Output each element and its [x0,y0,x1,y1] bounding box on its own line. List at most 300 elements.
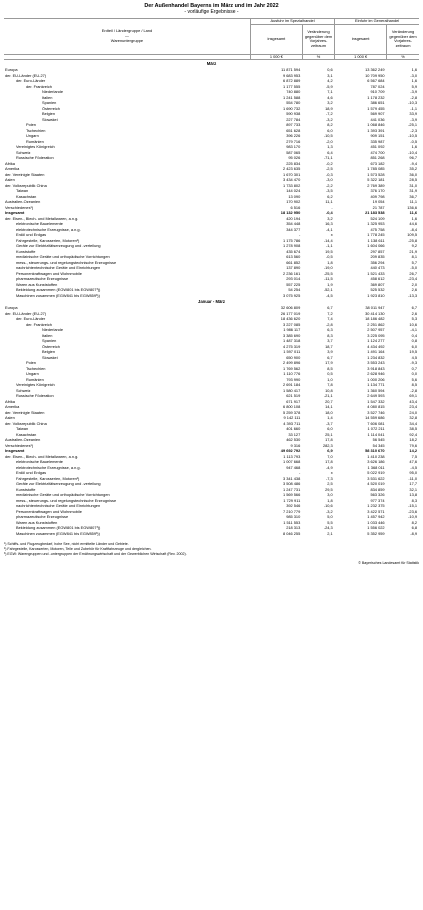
import-value: 474 700 [370,149,385,155]
import-change: 31,9 [409,188,417,194]
export-change: 1,3 [327,144,333,150]
import-value: 5 022 919 [367,470,385,476]
export-value: 985 310 [286,514,301,520]
row-label: Maschinen zusammen (EGW841 bis EGW859³)) [16,292,100,298]
import-change: 136,6 [407,204,417,210]
row-label: pharmazeutische Erzeugnisse [16,514,69,520]
import-value: 376 170 [370,188,385,194]
export-change: 20,7 [325,398,333,404]
import-change: -3,9 [410,89,417,95]
export-change: 8,3 [327,332,333,338]
row-label: der. Volksrepublik China [5,420,47,426]
export-change: 0,5 [327,371,333,377]
export-change: -0,4 [325,210,333,216]
export-value: - [298,232,301,238]
export-value: 590 938 [286,111,301,117]
export-change: 8,2 [327,122,333,128]
import-change: 7,5 [411,453,417,459]
import-value: 335 987 [370,138,385,144]
export-value: 793 990 [286,376,301,382]
export-value: 651 628 [286,127,301,133]
export-change: 17,8 [325,459,333,465]
row-label: der. Euro-Länder [16,316,46,322]
document-title: Der Außenhandel Bayerns im März und im Jahr 2022 [144,3,279,9]
import-value: 1 556 022 [367,525,385,531]
export-value: 227 784 [286,116,301,122]
import-change: 33,9 [409,111,417,117]
export-change: 29,5 [325,486,333,492]
row-label: Erdöl und Erdgas [16,470,47,476]
import-value: 1 134 771 [367,382,385,388]
row-label: Polen [26,122,36,128]
import-value: 1 234 832 [367,354,385,360]
row-label: Kasachstan [16,431,37,437]
import-value: 297 857 [370,248,385,254]
table-body [4,60,419,537]
import-value: 1 579 455 [367,105,385,111]
import-change: 79,6 [409,442,417,448]
export-value: 1 580 417 [282,387,301,393]
import-change: 11,6 [409,210,417,216]
import-change: 5,9 [411,83,417,89]
row-label: elektrotechnische Erzeugnisse, a.n.g. [16,226,81,232]
import-value: 1 068 846 [367,122,385,128]
import-value: 1 410 238 [367,453,385,459]
export-value: 3 508 486 [282,481,301,487]
import-value: 3 527 746 [367,409,385,415]
export-change: 3,9 [327,349,333,355]
label-header-dash: — [125,33,129,38]
table-row [4,531,419,537]
export-change: 2,1 [327,530,333,536]
row-label: der. Vereinigte Staaten [5,409,45,415]
export-value: 983 170 [286,144,301,150]
import-change: 19,5 [409,349,417,355]
row-label: Schweiz [16,149,31,155]
import-total-header: insgesamt [335,24,387,54]
row-label: Österreich [42,343,60,349]
import-change: -10,4 [408,149,417,155]
export-change: 18,9 [325,105,333,111]
export-change: -3,7 [325,420,333,426]
row-label: Italien [42,332,53,338]
import-change: -2,3 [410,127,417,133]
import-value: 1 000 206 [367,376,385,382]
export-value: 587 065 [286,149,301,155]
export-value: 3 434 470 [282,177,301,183]
row-label: Italien [42,94,53,100]
row-label: Afrika [5,398,15,404]
export-change: 8,5 [327,365,333,371]
import-change: 8,3 [411,497,417,503]
import-change: 0,7 [411,365,417,371]
import-change: -2,8 [410,387,417,393]
export-value: 5 259 378 [282,409,301,415]
import-change: 109,5 [407,232,417,238]
import-change: -13,3 [408,292,417,298]
import-value: 787 024 [370,83,385,89]
import-value: 4 080 815 [367,404,385,410]
import-change: 4,5 [411,354,417,360]
export-value: 420 194 [286,215,301,221]
row-label: Australien-Ozeanien [5,199,41,205]
section-title: Januar - März [198,299,225,305]
import-value: 369 807 [370,281,385,287]
import-value: 1 604 066 [367,243,385,249]
export-value: 392 546 [286,503,301,509]
row-label: Amerika [5,166,20,172]
import-value: 21 787 [372,204,385,210]
import-change: 5,7 [411,259,417,265]
export-change: -10,6 [323,503,333,509]
import-change: 14,2 [409,448,417,454]
export-value: 1 175 786 [282,237,301,243]
export-value: 1 569 566 [282,492,301,498]
row-label: der. Vereinigte Staaten [5,171,45,177]
row-label: Asien [5,177,15,183]
footnote-1: ¹) Schiffs- und Flugzeugbedarf, hohe See, nicht ermittelte Länder und Gebiete. [4,542,129,547]
export-value: 8 046 255 [282,530,301,536]
import-change: 10,6 [409,321,417,327]
import-value: 1 393 391 [367,127,385,133]
export-value: 4 393 711 [283,420,301,426]
import-value: 409 798 [370,193,385,199]
export-value: 33 127 [288,431,301,437]
import-change: 0,8 [411,338,417,344]
import-change: 1,6 [411,215,417,221]
export-value: 3 075 925 [282,292,301,298]
export-change: 18,0 [325,409,333,415]
import-value: 1 457 942 [367,514,385,520]
export-value: 13 090 [288,193,301,199]
export-change: -10,5 [323,133,333,139]
import-value: 10 709 950 [365,72,385,78]
import-change: -8,4 [410,226,417,232]
import-change: 5,3 [411,316,417,322]
row-label: Vereinigtes Königreich [16,144,55,150]
export-value: 1 769 562 [282,365,301,371]
import-value: 2 769 389 [367,182,385,188]
row-label: Belgien [42,349,55,355]
export-change: -24,3 [323,525,333,531]
export-value: 4 275 319 [282,343,301,349]
export-value: 462 530 [286,437,301,443]
export-change: -4,1 [325,226,333,232]
export-value: 3 341 438 [282,475,301,481]
import-value: 19 054 [372,199,385,205]
export-value: 897 733 [286,122,301,128]
import-group-header: Einfuhr im Generalhandel [335,19,419,25]
export-value: 6 800 108 [282,404,301,410]
import-value: 1 785 085 [367,166,385,172]
import-change-header: Veränderung gegenüber dem Vorjahres- zeitraum [387,24,419,54]
import-value: 4 520 019 [367,481,385,487]
section-title: März [206,61,217,67]
export-change: -3,2 [325,508,333,514]
import-value: 3 225 095 [367,332,385,338]
row-label: Geräte zur Elektrizitätserzeugung und -verteilung [16,243,101,249]
import-value: 54 345 [372,442,385,448]
import-change: 6,8 [411,525,417,531]
import-value: 13 362 249 [365,67,385,73]
export-change: 3,2 [327,215,333,221]
import-change: -9,4 [410,160,417,166]
document-subtitle: - vorläufige Ergebnisse - [184,9,239,15]
export-change: 6,7 [327,305,333,311]
import-value: 58 310 670 [365,448,385,454]
row-label: Fahrgestelle, Karosserien, Motoren²) [16,475,80,481]
import-value: 3 626 186 [367,459,385,465]
export-change: x [330,470,333,476]
export-change: -3,5 [325,188,333,194]
export-change: -4,5 [325,292,333,298]
row-label: Ungarn [26,133,39,139]
export-value: 49 692 792 [280,448,301,454]
export-value: 1 986 117 [283,327,301,333]
export-change: -1,1 [325,243,333,249]
export-value: 344 377 [286,226,301,232]
row-label: elektrotechnische Erzeugnisse, a.n.g. [16,464,81,470]
import-value: 2 507 957 [367,327,385,333]
export-value: 1 487 318 [282,338,301,344]
row-label: Erdöl und Erdgas [16,232,47,238]
import-value: 209 835 [370,254,385,260]
import-change: 47,6 [409,459,417,465]
import-change: 44,6 [409,221,417,227]
export-value: 225 834 [286,160,301,166]
row-label: pharmazeutische Erzeugnisse [16,276,69,282]
export-value: 3 227 085 [282,321,301,327]
import-change: 36,7 [409,193,417,199]
section-heading-row [4,60,419,68]
import-value: 7 606 081 [367,420,385,426]
import-value: 356 294 [370,259,385,265]
import-value: 56 545 [372,437,385,443]
import-value: 21 183 538 [365,210,385,216]
import-change: 2,6 [411,310,417,316]
export-value: 740 880 [286,89,301,95]
export-change: 1,4 [327,415,333,421]
export-value: 18 436 620 [280,316,301,322]
export-change: 6,9 [327,448,333,454]
import-change: 24,0 [409,409,417,415]
export-change: -71,1 [323,155,333,161]
row-label: Asien [5,415,15,421]
export-change: -0,2 [325,160,333,166]
export-change: 1,8 [327,259,333,265]
row-label: Taiwan [16,188,29,194]
row-label: elektronische Bauelemente [16,221,63,227]
export-value: 947 468 [286,464,301,470]
row-label: Personenkraftwagen und Wohnmobile [16,508,82,514]
import-change: -0,5 [410,138,417,144]
export-change: 18,7 [325,343,333,349]
label-header-top: Erdteil / Ländergruppe / Land [101,28,153,34]
export-change: 6,2 [327,193,333,199]
import-value: 1 547 332 [367,398,385,404]
export-change-header: Veränderung gegenüber dem Vorjahres- zeitraum [302,24,334,54]
import-change: 36,0 [409,171,417,177]
import-value: 1 491 164 [367,349,385,355]
row-label: Bekleidung zusammen (EGW801 bis EGW807³)) [16,287,101,293]
import-value: 18 186 482 [365,316,385,322]
import-value: 2 251 862 [367,321,385,327]
export-value: - [298,470,301,476]
import-value: 14 559 686 [365,415,385,421]
import-change: 23,4 [409,404,417,410]
export-change: 17,8 [325,437,333,443]
row-label: Australien-Ozeanien [5,437,41,443]
footnote-3: ³) EGW: Warengruppen und -untergruppen der Ernährungswirtschaft und der Gewerblichen Wirtschaft (Rev. 2002). [4,552,187,557]
export-change: -52,1 [323,287,333,293]
export-value: 3 385 690 [282,332,301,338]
export-change: 0,6 [327,67,333,73]
row-label: der. Frankreich [26,321,52,327]
row-label: Amerika [5,404,20,410]
export-change: 282,3 [322,442,333,448]
row-label: der. Frankreich [26,83,52,89]
import-change: 1,6 [411,67,417,73]
row-label: Insgesamt [5,210,25,216]
row-label: Rumänien [26,138,44,144]
export-value: 1 113 793 [283,453,301,459]
export-value: 661 852 [286,259,301,265]
row-label: der. Volksrepublik China [5,182,47,188]
import-change: 1,6 [411,144,417,150]
import-change: -4,1 [410,327,417,333]
import-value: 910 709 [370,89,385,95]
trade-table [4,18,419,536]
export-value: 2 236 161 [282,270,301,276]
import-value: 30 414 130 [365,310,385,316]
import-change: -9,3 [410,360,417,366]
import-change: 96,7 [409,155,417,161]
row-label: Maschinen zusammen (EGW841 bis EGW859³)) [16,530,100,536]
import-change: -23,6 [408,508,417,514]
row-label: Russische Föderation [16,155,54,161]
export-value: 354 448 [286,221,301,227]
export-change: -4,9 [325,464,333,470]
import-change: -4,5 [410,464,417,470]
row-label: Waren aus Kunststoffen [16,519,58,525]
import-change: 6,0 [411,343,417,349]
copyright-footer: © Bayerisches Landesamt für Statistik [358,561,419,566]
export-change: -19,0 [323,265,333,271]
import-change: 34,4 [409,420,417,426]
row-label: Russische Föderation [16,393,54,399]
import-change: 35,2 [409,166,417,172]
export-value: 671 917 [286,398,301,404]
export-value: 1 110 776 [283,371,301,377]
export-change: -2,0 [325,138,333,144]
import-value: 909 151 [370,133,385,139]
import-change: 38,5 [409,426,417,432]
import-change: -2,8 [410,94,417,100]
import-change: 6,7 [411,305,417,311]
export-change: 7,1 [327,89,333,95]
export-change: 5,5 [327,519,333,525]
export-total-header: insgesamt [250,24,302,54]
row-label: Personenkraftwagen und Wohnmobile [16,270,82,276]
import-change: -3,0 [410,72,417,78]
import-value: 386 651 [370,100,385,106]
import-value: 1 072 211 [367,426,385,432]
export-change: -0,5 [325,254,333,260]
import-value: 3 422 571 [367,508,385,514]
export-change: 14,1 [325,404,333,410]
export-value: 9 683 953 [282,72,301,78]
export-value: 137 890 [286,265,301,271]
export-change: 16,3 [325,221,333,227]
export-change: -0,3 [325,171,333,177]
import-change: 8,2 [411,519,417,525]
import-value: 851 268 [370,155,385,161]
page [4,3,419,565]
row-label: der. Eisen-, Blech- und Metallwaren, a.n.g. [5,215,79,221]
export-value: 1 597 011 [283,349,301,355]
row-label: Niederlande [42,327,63,333]
export-value: 2 499 896 [282,360,301,366]
import-change: 13,8 [409,492,417,498]
export-change: 4,6 [327,94,333,100]
row-label: der. Euro-Länder [16,78,46,84]
row-label: Rumänien [26,376,44,382]
export-change: 11,1 [325,199,333,205]
row-label: Tschechien [26,365,46,371]
row-label: der. EU-Länder (EU-27) [5,310,47,316]
import-change: -25,1 [408,122,417,128]
export-value: 1 177 555 [282,83,301,89]
row-label: Ungarn [26,371,39,377]
row-label: Geräte zur Elektrizitätserzeugung und -verteilung [16,481,101,487]
import-change: 32,8 [409,415,417,421]
import-value: 1 124 277 [367,338,385,344]
import-change: -3,9 [410,116,417,122]
row-label: nachrichtentechnische Geräte und Einrichtungen [16,265,101,271]
export-value: 144 024 [286,188,301,194]
export-change: 19,5 [325,248,333,254]
import-value: 524 109 [370,215,385,221]
export-change: 6,0 [327,127,333,133]
import-value: 1 178 232 [367,94,385,100]
import-change: 2,6 [411,287,417,293]
import-change: 21,9 [409,248,417,254]
import-value: 451 092 [370,144,385,150]
import-value: 563 326 [370,492,385,498]
row-label: Taiwan [16,426,29,432]
import-value: 2 628 946 [367,371,385,377]
import-value: 1 138 611 [367,237,385,243]
import-value: 1 521 433 [367,270,385,276]
export-value: 1 729 911 [283,497,301,503]
export-change: 3,7 [327,338,333,344]
export-value: 1 733 802 [282,182,301,188]
row-label: nachrichtentechnische Geräte und Einrichtungen [16,503,101,509]
export-value: 18 132 950 [280,210,301,216]
export-value: 401 660 [286,426,301,432]
row-label: Europa [5,67,18,73]
export-value: 2 423 635 [282,166,301,172]
import-value: 2 649 593 [367,393,385,399]
export-change: x [330,232,333,238]
export-change: 4,2 [327,78,333,84]
export-value: 1 690 732 [282,105,301,111]
row-label: Österreich [42,105,60,111]
row-label: Niederlande [42,89,63,95]
export-change: 1,9 [327,281,333,287]
row-label: Tschechien [26,127,46,133]
export-value: 7 210 779 [282,508,301,514]
